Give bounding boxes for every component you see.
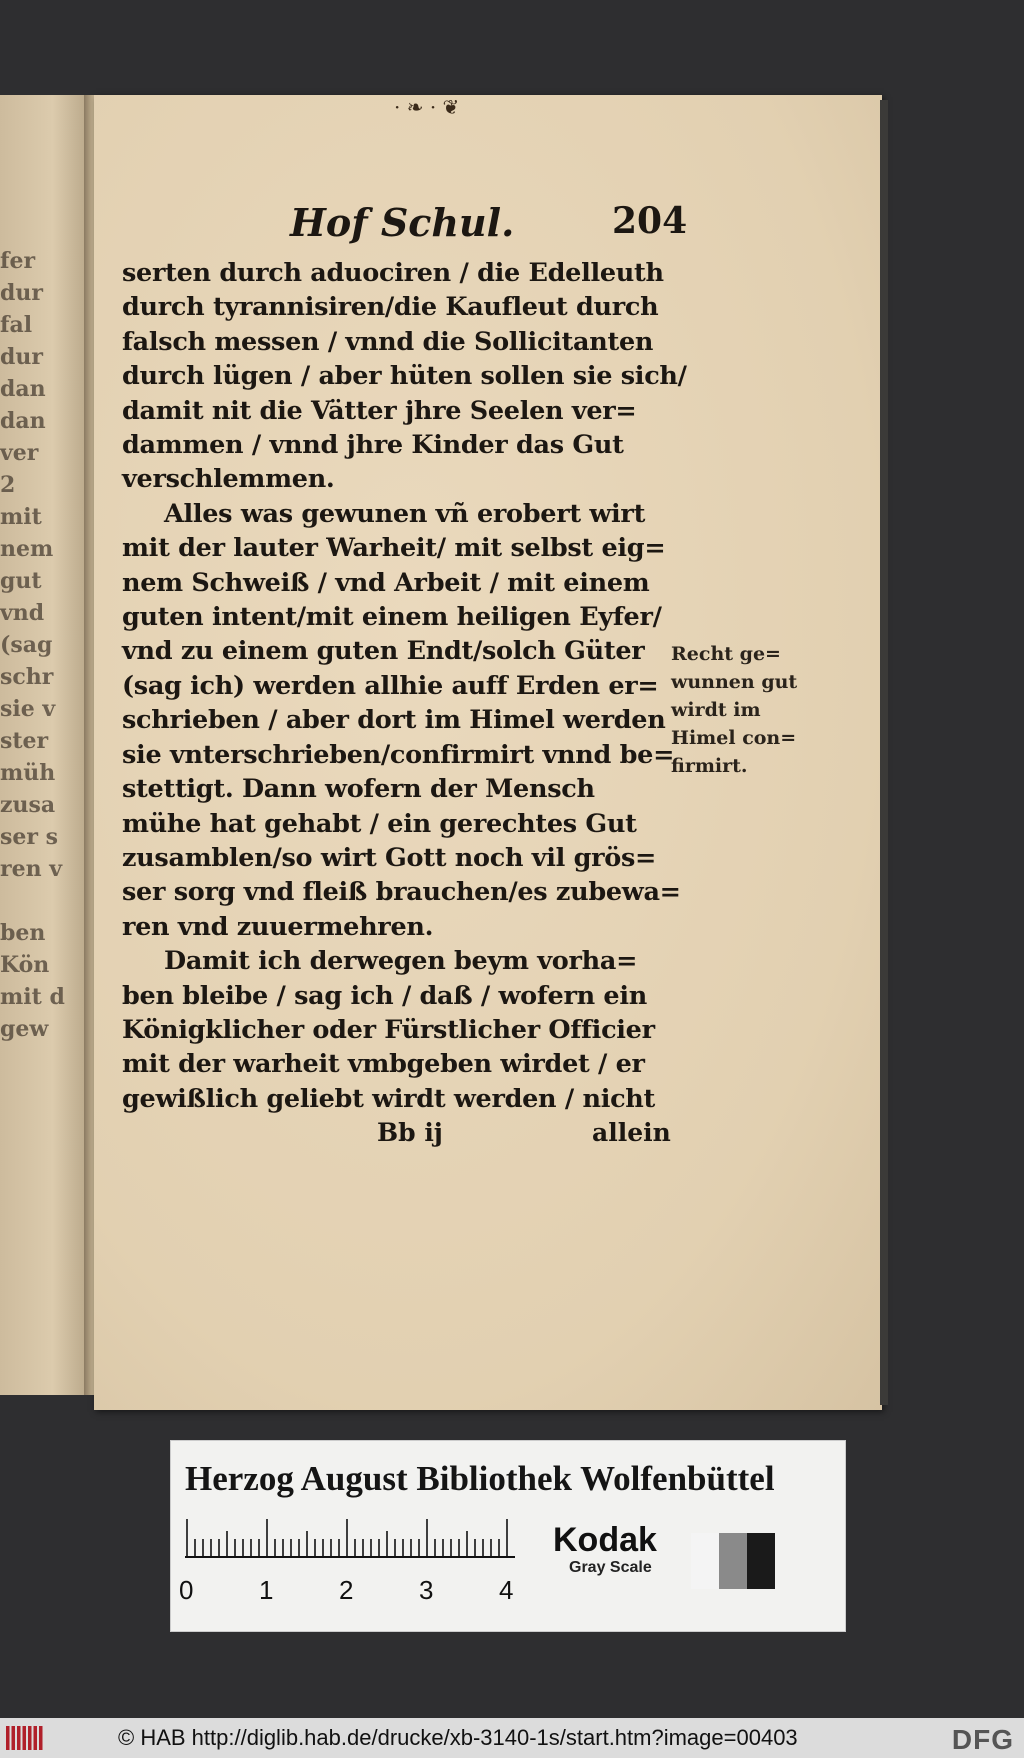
text-line: verschlemmen.: [122, 464, 335, 495]
text-line: gewißlich geliebt wirdt werden / nicht: [122, 1083, 656, 1114]
facing-page-fragment: dur: [0, 280, 43, 306]
text-line: damit nit die Vätter jhre Seelen ver=: [122, 395, 637, 426]
text-line: guten intent/mit einem heiligen Eyfer/: [122, 602, 662, 633]
margin-note-line: wirdt im: [671, 699, 761, 721]
facing-page-fragment: ren v: [0, 856, 63, 882]
hab-logo-bar: [34, 1726, 38, 1750]
running-head: [122, 200, 782, 256]
facing-page-fragment: Kön: [0, 952, 50, 978]
facing-page-fragment: ster: [0, 728, 49, 754]
text-line: ren vnd zuuermehren.: [122, 911, 434, 942]
hab-logo-bar: [12, 1726, 16, 1750]
text-line: mühe hat gehabt / ein gerechtes Gut: [122, 808, 637, 839]
page-edge-shadow: [880, 100, 888, 1405]
text-line: schrieben / aber dort im Himel werden: [122, 705, 666, 736]
catchword: allein: [592, 1118, 671, 1148]
text-line: ben bleibe / sag ich / daß / wofern ein: [122, 980, 647, 1011]
facing-page-fragment: gut: [0, 568, 42, 594]
color-target-card: [170, 1440, 846, 1632]
margin-note-line: firmirt.: [671, 755, 748, 777]
hab-logo-bar: [6, 1726, 10, 1750]
page-number: 204: [612, 200, 688, 242]
text-line: mit der warheit vmbgeben wirdet / er: [122, 1049, 645, 1080]
text-line: Alles was gewunen vñ erobert wirt: [164, 498, 646, 529]
text-line: dammen / vnnd jhre Kinder das Gut: [122, 430, 624, 461]
hab-logo-bar: [39, 1726, 43, 1750]
text-line: vnd zu einem guten Endt/solch Güter: [122, 636, 645, 667]
text-line: Königklicher oder Fürstlicher Officier: [122, 1014, 655, 1045]
facing-page-fragment: ben: [0, 920, 46, 946]
kodak-brand: Kodak: [553, 1521, 657, 1559]
ruler-labels: [171, 1575, 531, 1605]
copyright-link[interactable]: © HAB http://diglib.hab.de/drucke/xb-3140-1s/start.htm?image=00403: [118, 1725, 798, 1750]
gutter: [84, 95, 94, 1395]
footer-bar: [0, 1718, 1024, 1758]
gray-swatch: [691, 1533, 719, 1589]
margin-note-line: Himel con=: [671, 727, 797, 749]
hab-logo-icon: [4, 1718, 52, 1758]
facing-page-fragment: mit: [0, 504, 42, 530]
text-line: falsch messen / vnnd die Sollicitanten: [122, 326, 654, 357]
dfg-logo: DFG: [951, 1724, 1014, 1755]
facing-page-fragment: fal: [0, 312, 33, 338]
facing-page-fragment: (sag: [0, 632, 53, 658]
ruler-label: 4: [499, 1575, 514, 1605]
page-footer-line: [122, 1116, 782, 1156]
institution-name: Herzog August Bibliothek Wolfenbüttel: [185, 1459, 775, 1498]
ruler: [185, 1519, 515, 1559]
text-line: Damit ich derwegen beym vorha=: [164, 946, 638, 977]
ink-specks: · ❧ · ❦: [394, 95, 460, 119]
text-line: durch tyrannisiren/die Kaufleut durch: [122, 292, 659, 323]
facing-page-fragment: nem: [0, 536, 54, 562]
text-line: sie vnterschrieben/confirmirt vnnd be=: [122, 739, 675, 770]
ruler-label: 1: [259, 1575, 274, 1605]
margin-note-line: Recht ge=: [671, 643, 781, 665]
facing-page-fragment: dan: [0, 408, 46, 434]
gray-scale-swatches: [691, 1533, 775, 1589]
text-line: zusamblen/so wirt Gott noch vil grös=: [122, 842, 657, 873]
margin-note-line: wunnen gut: [671, 671, 798, 693]
facing-page-fragment: vnd: [0, 600, 45, 626]
ruler-label: 0: [179, 1575, 194, 1605]
text-line: mit der lauter Warheit/ mit selbst eig=: [122, 533, 666, 564]
facing-page-fragment: dan: [0, 376, 46, 402]
facing-page-fragment: müh: [0, 760, 56, 786]
hab-logo-bar: [17, 1726, 21, 1750]
facing-page-fragment: sie v: [0, 696, 56, 722]
gray-scale-label: Gray Scale: [569, 1559, 652, 1576]
text-line: nem Schweiß / vnd Arbeit / mit einem: [122, 567, 650, 598]
running-head-title: Hof Schul.: [290, 200, 515, 245]
book-page: [94, 95, 882, 1410]
ruler-label: 3: [419, 1575, 434, 1605]
facing-page-fragment: fer: [0, 248, 36, 274]
text-line: durch lügen / aber hüten sollen sie sich/: [122, 361, 687, 392]
facing-page-fragment: zusa: [0, 792, 56, 818]
facing-page-fragment: mit d: [0, 984, 65, 1010]
facing-page-fragment: ser s: [0, 824, 59, 850]
facing-page-fragment: schr: [0, 664, 54, 690]
text-line: ser sorg vnd fleiß brauchen/es zubewa=: [122, 877, 681, 908]
facing-page-fragment: gew: [0, 1016, 49, 1042]
facing-page-fragment: 2: [0, 472, 16, 498]
hab-logo-bar: [28, 1726, 32, 1750]
facing-page-fragment: ver: [0, 440, 39, 466]
text-line: stettigt. Dann wofern der Mensch: [122, 774, 595, 805]
facing-page-fragment: [0, 885, 70, 917]
facing-page-fragment: dur: [0, 344, 43, 370]
text-line: serten durch aduociren / die Edelleuth: [122, 258, 664, 288]
hab-logo-bar: [23, 1726, 27, 1750]
gray-swatch: [747, 1533, 775, 1589]
facing-page: [0, 95, 88, 1395]
facing-page-text: [0, 245, 70, 1045]
signature-mark: Bb ij: [377, 1118, 443, 1148]
text-line: (sag ich) werden allhie auff Erden er=: [122, 670, 659, 701]
gray-swatch: [719, 1533, 747, 1589]
margin-note: [671, 640, 821, 780]
ruler-label: 2: [339, 1575, 354, 1605]
